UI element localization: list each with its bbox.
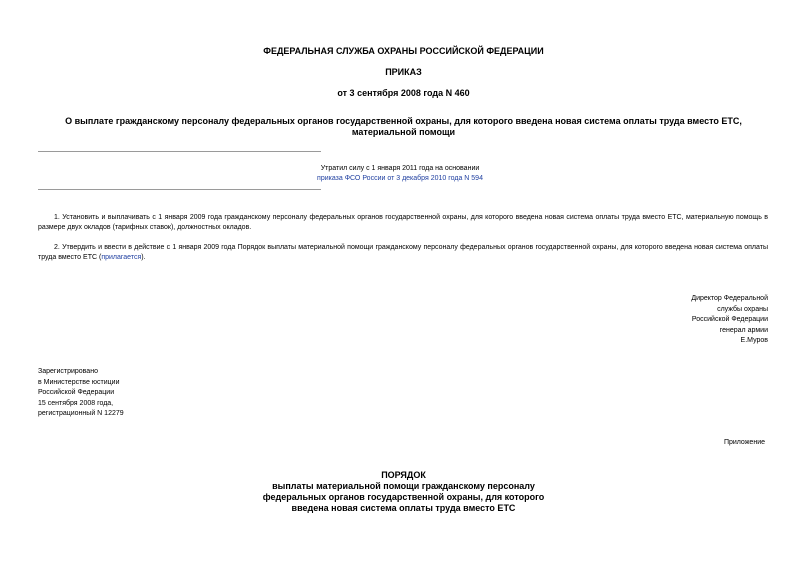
document-title-line-2: материальной помощи	[351, 127, 456, 137]
divider-top	[38, 151, 321, 152]
signature-line: Директор Федеральной	[691, 295, 768, 302]
agency-name: ФЕДЕРАЛЬНАЯ СЛУЖБА ОХРАНЫ РОССИЙСКОЙ ФЕДЕРАЦИИ	[263, 46, 544, 56]
paragraph-2-text: 2. Утвердить и ввести в действие с 1 января 2009 года Порядок выплаты материальной помощи гражданскому персоналу федеральных органов государственной охраны, для которого введена новая система оплаты труда вместо ЕТС (	[38, 244, 768, 261]
paragraph-2-end: ).	[141, 254, 146, 261]
appendix-title: ПОРЯДОК	[381, 470, 426, 480]
registration-line: Российской Федерации	[38, 389, 115, 396]
status-note	[240, 164, 560, 184]
signature-line: Российской Федерации	[691, 316, 768, 323]
paragraph-1: 1. Установить и выплачивать с 1 января 2009 года гражданскому персоналу федеральных органов государственной охраны, для которого введена новая система оплаты труда вместо ЕТС, материальную помощь в размере двух окладов (тарифных ставок), должностных окладов.	[38, 214, 768, 231]
appendix-subtitle-line: введена новая система оплаты труда вместо ЕТС	[291, 503, 516, 513]
appendix-subtitle	[0, 481, 807, 514]
status-note-text: Утратил силу с 1 января 2011 года на основании	[320, 165, 480, 172]
repeal-order-link[interactable]: приказа ФСО России от 3 декабря 2010 года N 594	[317, 175, 483, 182]
appendix-subtitle-line: федеральных органов государственной охраны, для которого	[262, 492, 545, 502]
registration-line: регистрационный N 12279	[38, 410, 124, 417]
document-title-line-1: О выплате гражданскому персоналу федеральных органов государственной охраны, для которого введена новая система оплаты труда вместо ЕТС,	[65, 116, 742, 126]
signature-line: Е.Муров	[740, 337, 768, 344]
document-date-number: от 3 сентября 2008 года N 460	[337, 88, 470, 98]
registration-line: 15 сентября 2008 года,	[38, 399, 114, 407]
registration-line: в Министерстве юстиции	[38, 378, 120, 386]
document-title	[0, 116, 807, 138]
document-type: ПРИКАЗ	[385, 67, 422, 77]
signature-block	[691, 294, 768, 347]
appendix-subtitle-line: выплаты материальной помощи гражданскому персоналу	[272, 481, 535, 491]
paragraph-2	[38, 243, 768, 263]
appendix-link[interactable]: прилагается	[101, 254, 142, 261]
divider-bottom	[38, 189, 321, 190]
registration-block	[38, 367, 124, 420]
signature-line: службы охраны	[717, 305, 768, 313]
signature-line: генерал армии	[719, 326, 768, 334]
appendix-label: Приложение	[723, 439, 765, 446]
registration-line: Зарегистрировано	[38, 368, 98, 375]
